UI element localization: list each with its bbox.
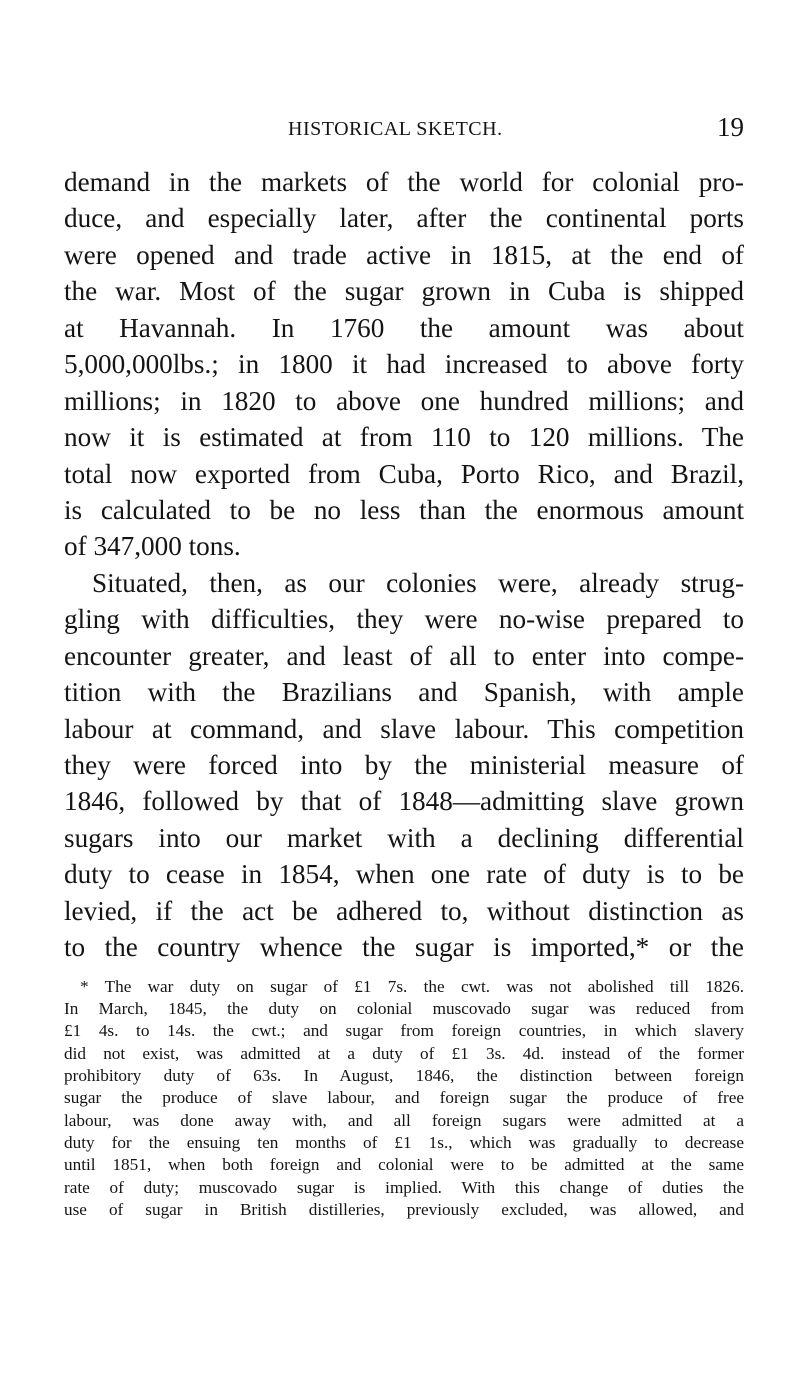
page-number: 19 — [717, 112, 744, 142]
text-line: tition with the Brazilians and Spanish, with ample — [64, 677, 744, 708]
text-line: gling with difficulties, they were no-wise prepared to — [64, 604, 744, 635]
text-line: demand in the markets of the world for colonial pro- — [64, 167, 744, 197]
text-line: duty to cease in 1854, when one rate of duty is to be — [64, 859, 744, 890]
text-line: sugars into our market with a declining differential — [64, 822, 744, 853]
text-line: now it is estimated at from 110 to 120 millions. The — [64, 422, 744, 453]
text-line: labour at command, and slave labour. This competition — [64, 713, 744, 744]
body-text — [64, 164, 744, 966]
running-title: HISTORICAL SKETCH. — [288, 118, 503, 140]
footnote-line: rate of duty; muscovado sugar is implied. With this change of duties the — [64, 1177, 744, 1197]
text-line: Situated, then, as our colonies were, already strug- — [92, 567, 744, 598]
text-line: 5,000,000lbs.; in 1800 it had increased to above forty — [64, 349, 744, 380]
footnote-line: labour, was done away with, and all foreign sugars were admitted at a — [64, 1110, 744, 1130]
footnote-line: did not exist, was admitted at a duty of £1 3s. 4d. instead of the former — [64, 1043, 744, 1063]
footnote-line: duty for the ensuing ten months of £1 1s., which was gradually to decrease — [64, 1133, 744, 1153]
text-line: were opened and trade active in 1815, at the end of — [64, 239, 744, 270]
footnote-line: sugar the produce of slave labour, and foreign sugar the produce of free — [64, 1088, 744, 1108]
text-line: of 347,000 tons. — [64, 531, 241, 562]
footnote-block — [64, 976, 744, 1222]
footnote-line: use of sugar in British distilleries, previously excluded, was allowed, and — [64, 1200, 744, 1220]
text-line: the war. Most of the sugar grown in Cuba is shipped — [64, 276, 744, 307]
text-line: is calculated to be no less than the enormous amount — [64, 494, 744, 525]
text-line: total now exported from Cuba, Porto Rico, and Brazil, — [64, 458, 744, 489]
book-page — [64, 108, 744, 1221]
footnote-line: In March, 1845, the duty on colonial muscovado sugar was reduced from — [64, 998, 744, 1018]
text-line: encounter greater, and least of all to enter into compe- — [64, 640, 744, 671]
text-line: to the country whence the sugar is imported,* or the — [64, 932, 744, 963]
footnote-line: £1 4s. to 14s. the cwt.; and sugar from foreign countries, in which slavery — [64, 1021, 744, 1041]
text-line: duce, and especially later, after the continental ports — [64, 203, 744, 234]
text-line: at Havannah. In 1760 the amount was about — [64, 312, 744, 343]
footnote-line: until 1851, when both foreign and colonial were to be admitted at the same — [64, 1155, 744, 1175]
text-line: they were forced into by the ministerial measure of — [64, 750, 744, 780]
footnote-line: * The war duty on sugar of £1 7s. the cwt. was not abolished till 1826. — [80, 976, 744, 996]
text-line: levied, if the act be adhered to, without distinction as — [64, 895, 744, 926]
running-head — [64, 108, 744, 144]
footnote-line: prohibitory duty of 63s. In August, 1846, the distinction between foreign — [64, 1066, 744, 1085]
text-line: 1846, followed by that of 1848—admitting slave grown — [64, 786, 744, 817]
text-line: millions; in 1820 to above one hundred millions; and — [64, 385, 744, 416]
